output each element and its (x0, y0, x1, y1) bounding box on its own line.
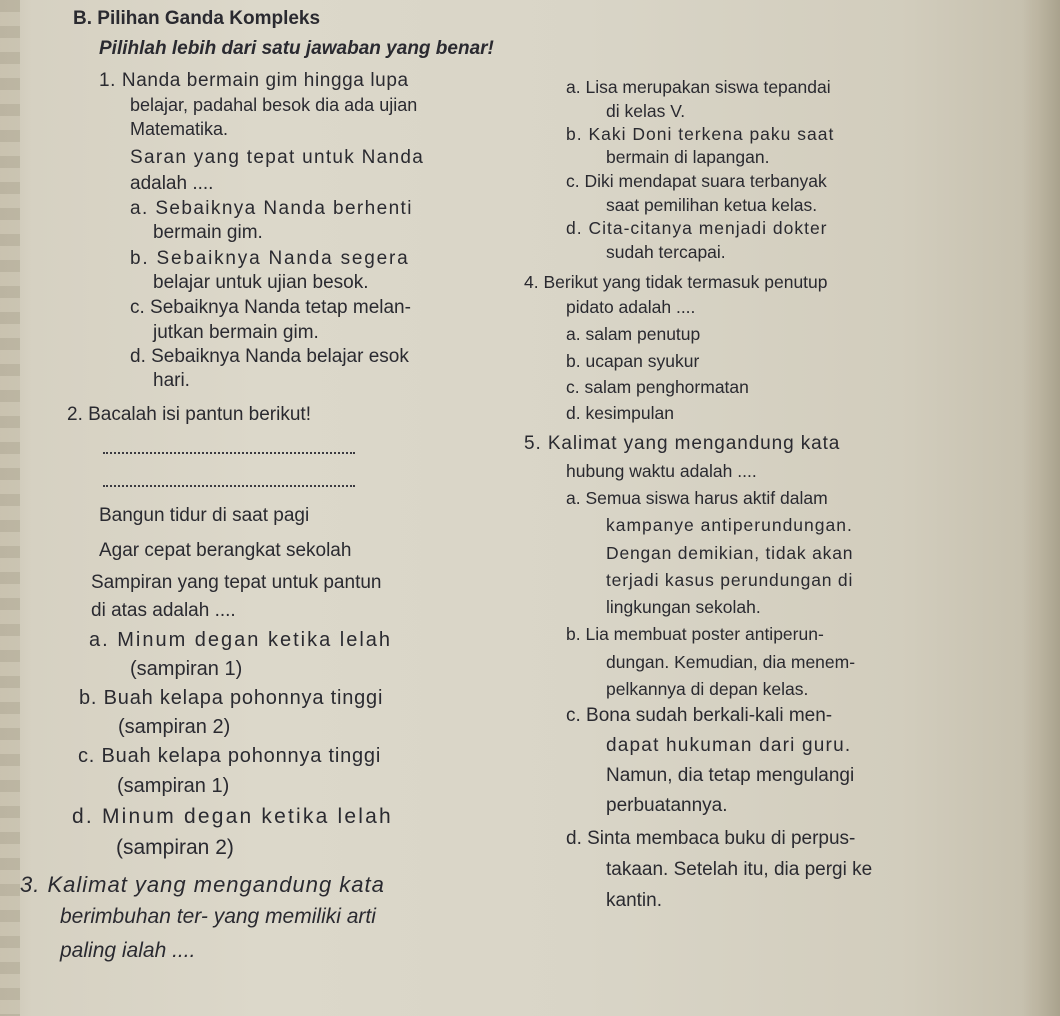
question-5-option-a-cont: terjadi kasus perundungan di (606, 570, 854, 590)
question-5-option-b[interactable]: b. Lia membuat poster antiperun- (566, 624, 824, 644)
section-instruction: Pilihlah lebih dari satu jawaban yang benar! (99, 38, 494, 59)
question-2-prompt: 2. Bacalah isi pantun berikut! (67, 404, 311, 425)
question-3-option-b-cont: bermain di lapangan. (606, 147, 770, 167)
question-3-option-d[interactable]: d. Cita-citanya menjadi dokter (566, 218, 828, 238)
question-1-option-b-cont: belajar untuk ujian besok. (153, 272, 369, 293)
question-5-option-d-cont: kantin. (606, 890, 662, 911)
question-3-option-c[interactable]: c. Diki mendapat suara terbanyak (566, 171, 827, 191)
question-1-line: adalah .... (130, 173, 214, 194)
question-4-line: pidato adalah .... (566, 297, 696, 317)
question-1-option-d[interactable]: d. Sebaiknya Nanda belajar esok (130, 346, 409, 367)
question-3-line: paling ialah .... (60, 939, 196, 962)
question-5-option-b-cont: pelkannya di depan kelas. (606, 679, 809, 699)
question-2-option-b[interactable]: b. Buah kelapa pohonnya tinggi (79, 687, 384, 709)
pantun-line: Bangun tidur di saat pagi (99, 505, 310, 526)
question-5-option-c-cont: Namun, dia tetap mengulangi (606, 765, 855, 786)
question-5-option-a-cont: kampanye antiperundungan. (606, 515, 853, 535)
question-5-option-b-cont: dungan. Kemudian, dia menem- (606, 652, 856, 672)
question-4-option-d[interactable]: d. kesimpulan (566, 403, 674, 423)
question-2-line: di atas adalah .... (91, 600, 236, 621)
question-4-option-c[interactable]: c. salam penghormatan (566, 377, 749, 397)
question-3-line: berimbuhan ter- yang memiliki arti (60, 905, 376, 928)
question-2-option-d-cont: (sampiran 2) (116, 836, 234, 859)
question-3-option-c-cont: saat pemilihan ketua kelas. (606, 195, 818, 215)
blank-line (103, 485, 355, 487)
question-3-option-d-cont: sudah tercapai. (606, 242, 726, 262)
question-5-option-d-cont: takaan. Setelah itu, dia pergi ke (606, 859, 873, 880)
question-2-option-c[interactable]: c. Buah kelapa pohonnya tinggi (78, 745, 382, 767)
question-1-option-d-cont: hari. (153, 370, 190, 391)
question-4-option-a[interactable]: a. salam penutup (566, 324, 701, 344)
question-1-line: Saran yang tepat untuk Nanda (130, 147, 425, 168)
question-4-line: 4. Berikut yang tidak termasuk penutup (524, 272, 828, 292)
question-2-option-b-cont: (sampiran 2) (118, 716, 231, 738)
question-3-option-a[interactable]: a. Lisa merupakan siswa tepandai (566, 77, 831, 97)
question-5-option-c-cont: perbuatannya. (606, 795, 728, 816)
question-3-option-a-cont: di kelas V. (606, 101, 686, 121)
question-5-option-d[interactable]: d. Sinta membaca buku di perpus- (566, 828, 856, 849)
question-1-option-a-cont: bermain gim. (153, 222, 263, 243)
question-5-line: 5. Kalimat yang mengandung kata (524, 433, 841, 454)
question-5-line: hubung waktu adalah .... (566, 461, 757, 481)
section-title: B. Pilihan Ganda Kompleks (73, 8, 321, 29)
question-2-option-d[interactable]: d. Minum degan ketika lelah (72, 805, 393, 828)
question-1-option-a[interactable]: a. Sebaiknya Nanda berhenti (130, 198, 413, 219)
question-5-option-a[interactable]: a. Semua siswa harus aktif dalam (566, 488, 828, 508)
question-5-option-a-cont: lingkungan sekolah. (606, 597, 761, 617)
question-4-option-b[interactable]: b. ucapan syukur (566, 351, 700, 371)
question-5-option-a-cont: Dengan demikian, tidak akan (606, 543, 854, 563)
question-3-option-b[interactable]: b. Kaki Doni terkena paku saat (566, 124, 835, 144)
blank-line (103, 452, 355, 454)
question-1-line: belajar, padahal besok dia ada ujian (130, 95, 418, 115)
question-1-line: Matematika. (130, 119, 229, 139)
question-3-line: 3. Kalimat yang mengandung kata (20, 872, 385, 897)
question-5-option-c[interactable]: c. Bona sudah berkali-kali men- (566, 705, 833, 726)
question-5-option-c-cont: dapat hukuman dari guru. (606, 735, 852, 756)
question-2-line: Sampiran yang tepat untuk pantun (91, 572, 382, 593)
question-1-option-c-cont: jutkan bermain gim. (153, 322, 319, 343)
question-2-option-a[interactable]: a. Minum degan ketika lelah (89, 629, 393, 651)
pantun-line: Agar cepat berangkat sekolah (99, 540, 352, 561)
question-1-option-b[interactable]: b. Sebaiknya Nanda segera (130, 248, 410, 269)
question-2-option-c-cont: (sampiran 1) (117, 775, 230, 797)
question-1-option-c[interactable]: c. Sebaiknya Nanda tetap melan- (130, 297, 411, 318)
question-1-line: 1. Nanda bermain gim hingga lupa (99, 70, 409, 91)
question-2-option-a-cont: (sampiran 1) (130, 658, 243, 680)
